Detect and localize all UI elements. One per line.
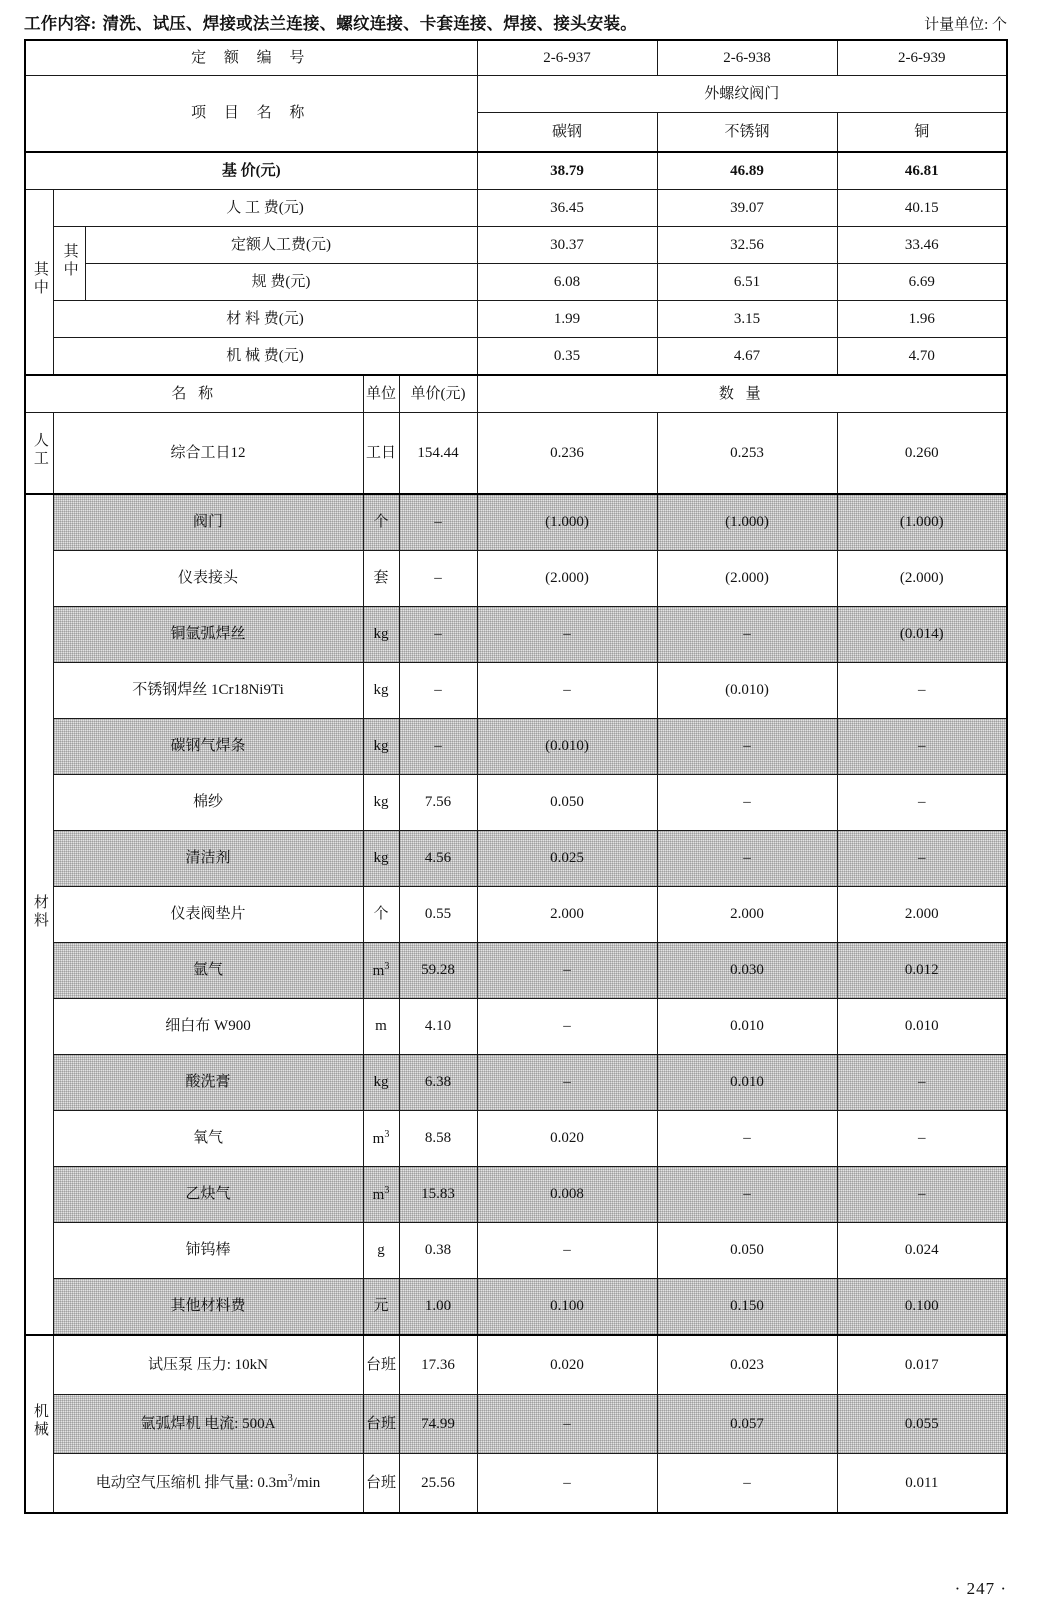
of-which-inner-text: 其中 [61, 242, 78, 279]
item-qty-2: (2.000) [657, 551, 837, 607]
table-row-material [25, 719, 1007, 775]
table-row-material [25, 831, 1007, 887]
table-row-material [25, 943, 1007, 999]
base-price-3: 46.81 [837, 152, 1007, 190]
detail-header-name: 名 称 [25, 375, 363, 413]
table-row-material [25, 1055, 1007, 1111]
item-name: 试压泵 压力: 10kN [53, 1335, 363, 1395]
item-qty-3: – [837, 775, 1007, 831]
item-price: 4.10 [399, 999, 477, 1055]
item-qty-1: (2.000) [477, 551, 657, 607]
cost-row-label-3: 材 料 费(元) [53, 301, 477, 338]
item-qty-1: 0.020 [477, 1335, 657, 1395]
cost-row-4-val-3: 4.70 [837, 338, 1007, 376]
item-qty-3: – [837, 719, 1007, 775]
base-price-1: 38.79 [477, 152, 657, 190]
item-name: 仪表接头 [53, 551, 363, 607]
item-price: 15.83 [399, 1167, 477, 1223]
cost-row-0-val-2: 39.07 [657, 190, 837, 227]
item-qty-2: 0.030 [657, 943, 837, 999]
item-qty-2: 0.023 [657, 1335, 837, 1395]
item-unit: $m^3$ [363, 1167, 399, 1223]
item-qty-2: 0.050 [657, 1223, 837, 1279]
item-price: 6.38 [399, 1055, 477, 1111]
item-name: 不锈钢焊丝 1Cr18Ni9Ti [53, 663, 363, 719]
table-row-material [25, 1167, 1007, 1223]
item-price: 0.38 [399, 1223, 477, 1279]
of-which-label [25, 190, 53, 376]
item-qty-2: – [657, 719, 837, 775]
item-unit: kg [363, 663, 399, 719]
group-label-machine [25, 1335, 53, 1513]
item-qty-2: – [657, 1454, 837, 1514]
table-row-material [25, 775, 1007, 831]
item-qty-1: 0.050 [477, 775, 657, 831]
item-price: 0.55 [399, 887, 477, 943]
item-qty-1: – [477, 607, 657, 663]
group-label-material-text: 材料 [31, 893, 48, 930]
cost-row-label-2: 规 费(元) [85, 264, 477, 301]
item-qty-3: 0.012 [837, 943, 1007, 999]
work-content-label: 工作内容: [24, 14, 97, 33]
table-row-material [25, 607, 1007, 663]
item-name: 氩弧焊机 电流: 500A [53, 1395, 363, 1454]
measure-unit [924, 13, 1029, 34]
row-cost-quota-labor [25, 227, 1007, 264]
quota-table [24, 39, 1008, 1514]
cost-row-0-val-1: 36.45 [477, 190, 657, 227]
cost-row-label-1: 定额人工费(元) [85, 227, 477, 264]
item-qty-1: – [477, 663, 657, 719]
detail-header-price: 单价(元) [399, 375, 477, 413]
cost-row-label-4: 机 械 费(元) [53, 338, 477, 376]
item-qty-3: (0.014) [837, 607, 1007, 663]
item-price: 1.00 [399, 1279, 477, 1336]
item-unit: 工日 [363, 413, 399, 495]
item-qty-2: 0.253 [657, 413, 837, 495]
cost-row-4-val-1: 0.35 [477, 338, 657, 376]
work-content [24, 10, 637, 34]
quota-code-1: 2-6-937 [477, 40, 657, 76]
item-qty-3: – [837, 663, 1007, 719]
item-qty-3: 0.010 [837, 999, 1007, 1055]
item-qty-1: – [477, 1454, 657, 1514]
table-row-material [25, 1111, 1007, 1167]
item-name: 碳钢气焊条 [53, 719, 363, 775]
item-qty-1: – [477, 999, 657, 1055]
item-unit: 个 [363, 887, 399, 943]
item-qty-3: – [837, 1111, 1007, 1167]
cost-row-2-val-1: 6.08 [477, 264, 657, 301]
item-unit: m [363, 999, 399, 1055]
item-unit: kg [363, 1055, 399, 1111]
quota-table-body [25, 40, 1007, 1513]
item-price: – [399, 719, 477, 775]
cost-row-4-val-2: 4.67 [657, 338, 837, 376]
table-row-material [25, 663, 1007, 719]
item-price: 74.99 [399, 1395, 477, 1454]
item-qty-2: – [657, 1111, 837, 1167]
item-unit: kg [363, 775, 399, 831]
base-price-label: 基 价(元) [25, 152, 477, 190]
item-unit: kg [363, 831, 399, 887]
item-qty-2: 0.150 [657, 1279, 837, 1336]
item-qty-2: (1.000) [657, 494, 837, 551]
item-qty-2: – [657, 775, 837, 831]
item-unit: kg [363, 607, 399, 663]
item-price: – [399, 494, 477, 551]
caption-row [24, 0, 1029, 36]
item-qty-2: (0.010) [657, 663, 837, 719]
item-price: 154.44 [399, 413, 477, 495]
group-label-machine-text: 机械 [31, 1403, 48, 1440]
item-name: 铜氩弧焊丝 [53, 607, 363, 663]
item-qty-3: 0.055 [837, 1395, 1007, 1454]
item-unit: 套 [363, 551, 399, 607]
item-qty-3: 0.100 [837, 1279, 1007, 1336]
table-row-material [25, 999, 1007, 1055]
project-name-label: 项 目 名 称 [25, 76, 477, 153]
table-row-machine [25, 1454, 1007, 1514]
table-row-material [25, 887, 1007, 943]
item-qty-3: (1.000) [837, 494, 1007, 551]
of-which-inner-label [53, 227, 85, 301]
item-qty-1: 0.100 [477, 1279, 657, 1336]
item-qty-1: (1.000) [477, 494, 657, 551]
page-number: · 247 · [954, 1579, 1007, 1598]
item-qty-1: 0.236 [477, 413, 657, 495]
cost-row-1-val-2: 32.56 [657, 227, 837, 264]
item-unit: g [363, 1223, 399, 1279]
table-row-material [25, 1279, 1007, 1336]
item-price: 8.58 [399, 1111, 477, 1167]
project-sub-1: 碳钢 [477, 113, 657, 153]
row-quota-code [25, 40, 1007, 76]
item-unit: 元 [363, 1279, 399, 1336]
item-qty-1: 2.000 [477, 887, 657, 943]
item-unit: kg [363, 719, 399, 775]
item-price: – [399, 551, 477, 607]
project-sub-2: 不锈钢 [657, 113, 837, 153]
item-qty-3: – [837, 1167, 1007, 1223]
row-base-price [25, 152, 1007, 190]
item-unit: 台班 [363, 1395, 399, 1454]
table-row-machine [25, 1335, 1007, 1395]
item-name: 阀门 [53, 494, 363, 551]
table-row-material [25, 494, 1007, 551]
table-row-material [25, 1223, 1007, 1279]
item-qty-3: (2.000) [837, 551, 1007, 607]
item-price: – [399, 663, 477, 719]
project-sub-3: 铜 [837, 113, 1007, 153]
quota-code-label: 定 额 编 号 [25, 40, 477, 76]
item-name: 乙炔气 [53, 1167, 363, 1223]
item-price: 7.56 [399, 775, 477, 831]
item-price: 25.56 [399, 1454, 477, 1514]
row-cost-material-fee [25, 301, 1007, 338]
item-name: 棉纱 [53, 775, 363, 831]
item-qty-1: 0.008 [477, 1167, 657, 1223]
item-qty-3: 0.024 [837, 1223, 1007, 1279]
item-qty-3: 2.000 [837, 887, 1007, 943]
item-name: 清洁剂 [53, 831, 363, 887]
item-name: 氩气 [53, 943, 363, 999]
item-name: 细白布 W900 [53, 999, 363, 1055]
item-qty-1: 0.020 [477, 1111, 657, 1167]
project-group-name: 外螺纹阀门 [477, 76, 1007, 113]
item-name: 其他材料费 [53, 1279, 363, 1336]
detail-header-quantity: 数 量 [477, 375, 1007, 413]
item-qty-2: 2.000 [657, 887, 837, 943]
cost-row-1-val-1: 30.37 [477, 227, 657, 264]
item-name: 电动空气压缩机 排气量: $0.3m^3/\min$ [53, 1454, 363, 1514]
row-cost-regulation-fee [25, 264, 1007, 301]
item-price: 59.28 [399, 943, 477, 999]
item-price: 4.56 [399, 831, 477, 887]
item-unit: $m^3$ [363, 943, 399, 999]
item-qty-3: – [837, 831, 1007, 887]
item-unit: $m^3$ [363, 1111, 399, 1167]
item-qty-2: – [657, 1167, 837, 1223]
item-name: 铈钨棒 [53, 1223, 363, 1279]
cost-row-3-val-2: 3.15 [657, 301, 837, 338]
cost-row-2-val-3: 6.69 [837, 264, 1007, 301]
item-qty-1: 0.025 [477, 831, 657, 887]
item-qty-3: 0.011 [837, 1454, 1007, 1514]
table-row-machine [25, 1395, 1007, 1454]
item-qty-1: (0.010) [477, 719, 657, 775]
row-cost-labor-fee [25, 190, 1007, 227]
item-qty-1: – [477, 1223, 657, 1279]
base-price-2: 46.89 [657, 152, 837, 190]
group-label-labor [25, 413, 53, 495]
item-qty-3: 0.260 [837, 413, 1007, 495]
cost-row-1-val-3: 33.46 [837, 227, 1007, 264]
item-qty-2: 0.010 [657, 1055, 837, 1111]
cost-row-0-val-3: 40.15 [837, 190, 1007, 227]
item-unit: 个 [363, 494, 399, 551]
of-which-text: 其中 [31, 261, 48, 298]
group-label-labor-text: 人工 [31, 432, 48, 469]
item-unit: 台班 [363, 1454, 399, 1514]
cost-row-3-val-3: 1.96 [837, 301, 1007, 338]
cost-row-3-val-1: 1.99 [477, 301, 657, 338]
measure-unit-label: 计量单位: [924, 17, 989, 33]
cost-row-label-0: 人 工 费(元) [53, 190, 477, 227]
detail-header-unit: 单位 [363, 375, 399, 413]
cost-row-2-val-2: 6.51 [657, 264, 837, 301]
work-content-value: 清洗、试压、焊接或法兰连接、螺纹连接、卡套连接、焊接、接头安装。 [102, 14, 637, 33]
table-row-labor [25, 413, 1007, 495]
item-qty-1: – [477, 943, 657, 999]
item-name: 综合工日12 [53, 413, 363, 495]
item-name: 仪表阀垫片 [53, 887, 363, 943]
row-detail-header [25, 375, 1007, 413]
row-cost-machine-fee [25, 338, 1007, 376]
item-price: – [399, 607, 477, 663]
table-row-material [25, 551, 1007, 607]
item-price: 17.36 [399, 1335, 477, 1395]
item-qty-2: 0.057 [657, 1395, 837, 1454]
item-qty-2: – [657, 607, 837, 663]
item-unit: 台班 [363, 1335, 399, 1395]
item-qty-3: 0.017 [837, 1335, 1007, 1395]
quota-code-2: 2-6-938 [657, 40, 837, 76]
item-qty-1: – [477, 1055, 657, 1111]
item-qty-1: – [477, 1395, 657, 1454]
item-qty-2: 0.010 [657, 999, 837, 1055]
quota-code-3: 2-6-939 [837, 40, 1007, 76]
measure-unit-value: 个 [991, 17, 1007, 33]
item-name: 酸洗膏 [53, 1055, 363, 1111]
item-name: 氧气 [53, 1111, 363, 1167]
row-project-group [25, 76, 1007, 113]
item-qty-2: – [657, 831, 837, 887]
group-label-material [25, 494, 53, 1335]
item-qty-3: – [837, 1055, 1007, 1111]
